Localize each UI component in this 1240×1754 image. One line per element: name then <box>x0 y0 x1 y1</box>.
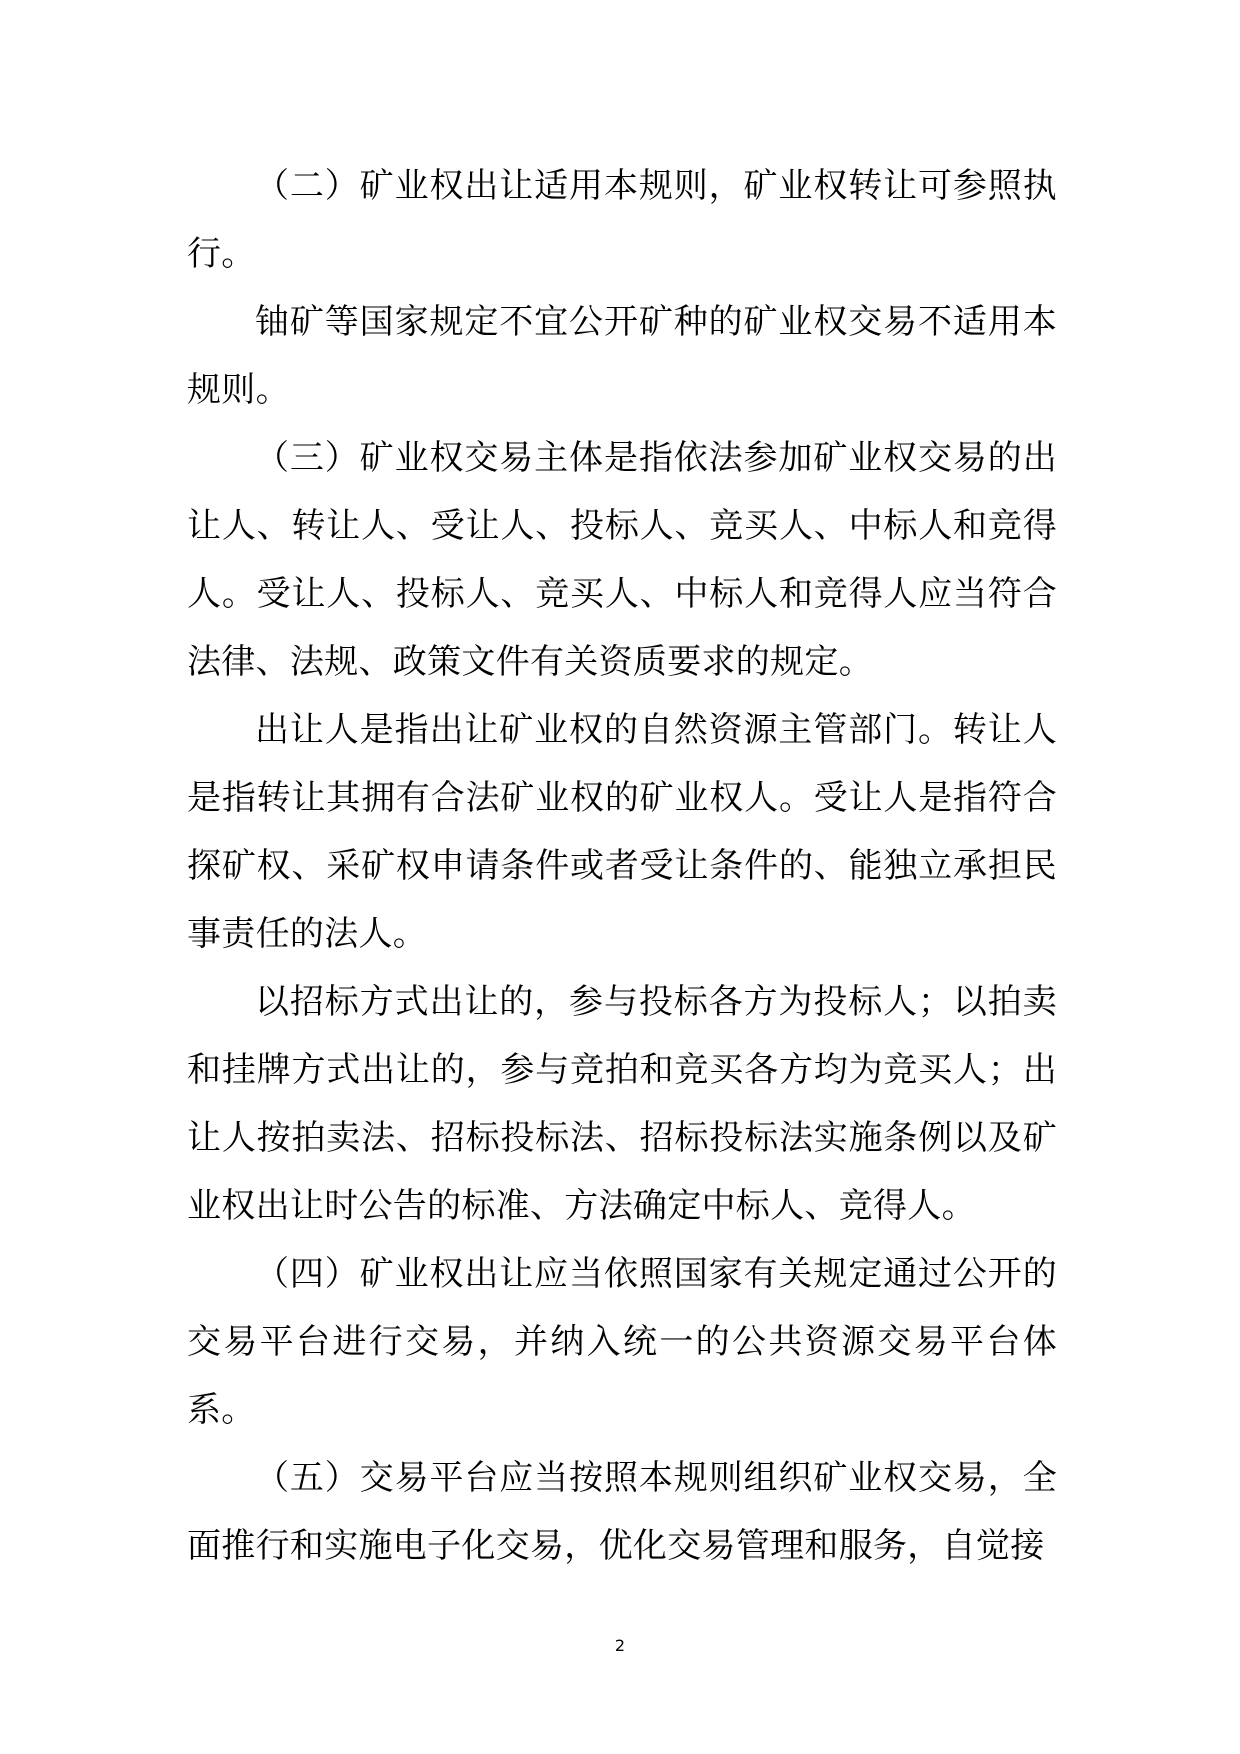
page-number: 2 <box>614 1636 626 1655</box>
paragraph-4-public-platform: （四）矿业权出让应当依照国家有关规定通过公开的交易平台进行交易，并纳入统一的公共资源交易平台体系。 <box>187 1254 1057 1430</box>
paragraph-uranium-exclusion: 铀矿等国家规定不宜公开矿种的矿业权交易不适用本规则。 <box>187 302 1057 410</box>
paragraph-2-applicability: （二）矿业权出让适用本规则，矿业权转让可参照执行。 <box>187 166 1057 274</box>
paragraph-bidders-definition: 以招标方式出让的，参与投标各方为投标人；以拍卖和挂牌方式出让的，参与竞拍和竞买各方均为竞买人；出让人按拍卖法、招标投标法、招标投标法实施条例以及矿业权出让时公告的标准、方法确定中标人、竞得人。 <box>187 982 1057 1226</box>
paragraph-5-platform-duties: （五）交易平台应当按照本规则组织矿业权交易，全面推行和实施电子化交易，优化交易管理和服务，自觉接 <box>187 1458 1057 1566</box>
paragraph-3-transaction-subjects: （三）矿业权交易主体是指依法参加矿业权交易的出让人、转让人、受让人、投标人、竞买人、中标人和竞得人。受让人、投标人、竞买人、中标人和竞得人应当符合法律、法规、政策文件有关资质要求的规定。 <box>187 438 1057 682</box>
body-text <box>187 152 1057 1580</box>
paragraph-party-definitions: 出让人是指出让矿业权的自然资源主管部门。转让人是指转让其拥有合法矿业权的矿业权人。受让人是指符合探矿权、采矿权申请条件或者受让条件的、能独立承担民事责任的法人。 <box>187 710 1057 954</box>
